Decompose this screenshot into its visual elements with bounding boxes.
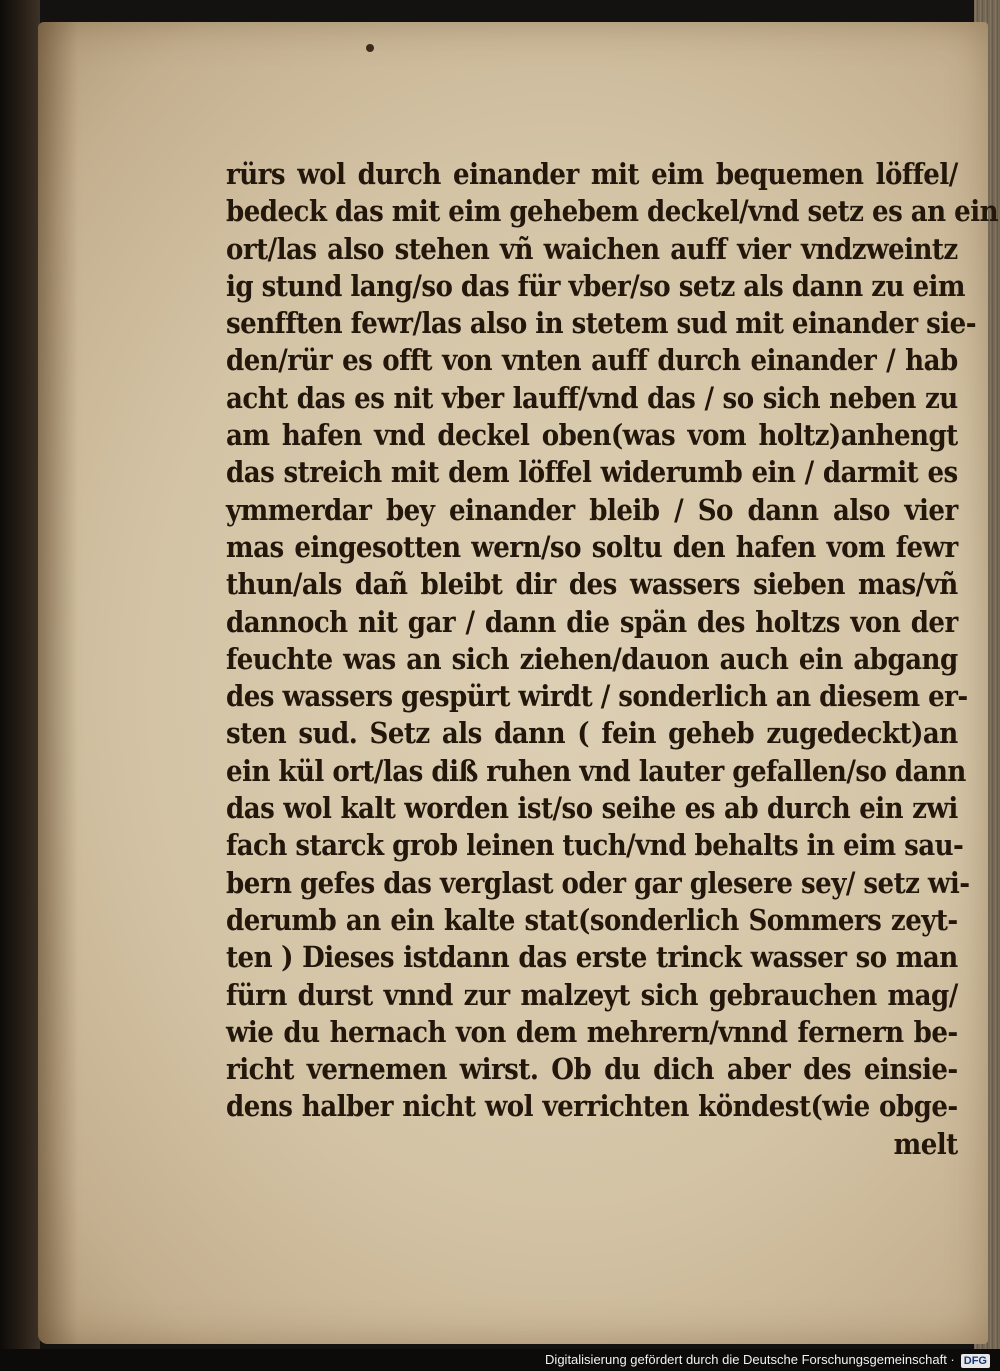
book-edge xyxy=(0,0,40,1371)
book-page xyxy=(38,22,999,1344)
text-line: das wol kalt worden ist/so seihe es ab durch ein zwi xyxy=(226,791,958,826)
text-line: ein kül ort/las diß ruhen vnd lauter gefallen/so dann xyxy=(226,753,966,788)
text-line: fürn durst vnnd zur malzeyt sich gebrauchen mag/ xyxy=(226,977,958,1012)
text-line: des wassers gespürt wirdt / sonderlich an diesem er- xyxy=(226,679,968,714)
text-line: ort/las also stehen vñ waichen auff vier vndzweintz xyxy=(226,231,958,266)
catchword: melt xyxy=(893,1126,958,1161)
text-line: dens halber nicht wol verrichten köndest(wie obge- xyxy=(226,1089,958,1124)
text-line: senfften fewr/las also in stetem sud mit einander sie- xyxy=(226,306,977,341)
funding-text: Digitalisierung gefördert durch die Deutsche Forschungsgemeinschaft · xyxy=(545,1352,955,1367)
footer-bar xyxy=(0,1349,1000,1371)
text-line: bedeck das mit eim gehebem deckel/vnd setz es an ein xyxy=(226,194,999,229)
text-line: feuchte was an sich ziehen/dauon auch ein abgang xyxy=(226,641,958,676)
text-line: dannoch nit gar / dann die spän des holtzs von der xyxy=(226,604,958,639)
text-block xyxy=(226,156,999,1163)
text-line: wie du hernach von dem mehrern/vnnd fernern be- xyxy=(226,1014,958,1049)
text-line: bern gefes das verglast oder gar glesere sey/ setz wi- xyxy=(226,865,970,900)
text-line: mas eingesotten wern/so soltu den hafen vom fewr xyxy=(226,529,958,564)
text-line: acht das es nit vber lauff/vnd das / so sich neben zu xyxy=(226,380,958,415)
gutter-shadow xyxy=(38,22,78,1344)
text-line: thun/als dañ bleibt dir des wassers sieben mas/vñ xyxy=(226,567,958,602)
text-line: richt vernemen wirst. Ob du dich aber des einsie- xyxy=(226,1052,958,1087)
text-line: am hafen vnd deckel oben(was vom holtz)anhengt xyxy=(226,418,958,453)
text-line: den/rür es offt von vnten auff durch einander / hab xyxy=(226,343,958,378)
dfg-logo-icon: DFG xyxy=(961,1354,990,1368)
text-line: ig stund lang/so das für vber/so setz als dann zu eim xyxy=(226,268,966,303)
text-line: fach starck grob leinen tuch/vnd behalts in eim sau- xyxy=(226,828,964,863)
text-line: sten sud. Setz als dann ( fein geheb zugedeckt)an xyxy=(226,716,958,751)
ink-spot xyxy=(366,44,374,52)
text-line: das streich mit dem löffel widerumb ein / darmit es xyxy=(226,455,958,490)
funding-credit xyxy=(545,1352,990,1368)
text-line: derumb an ein kalte stat(sonderlich Sommers zeyt- xyxy=(226,902,958,937)
text-line: rürs wol durch einander mit eim bequemen löffel/ xyxy=(226,157,958,191)
text-line: ymmerdar bey einander bleib / So dann also vier xyxy=(226,492,958,527)
text-line: ten ) Dieses istdann das erste trinck wasser so man xyxy=(226,940,958,975)
